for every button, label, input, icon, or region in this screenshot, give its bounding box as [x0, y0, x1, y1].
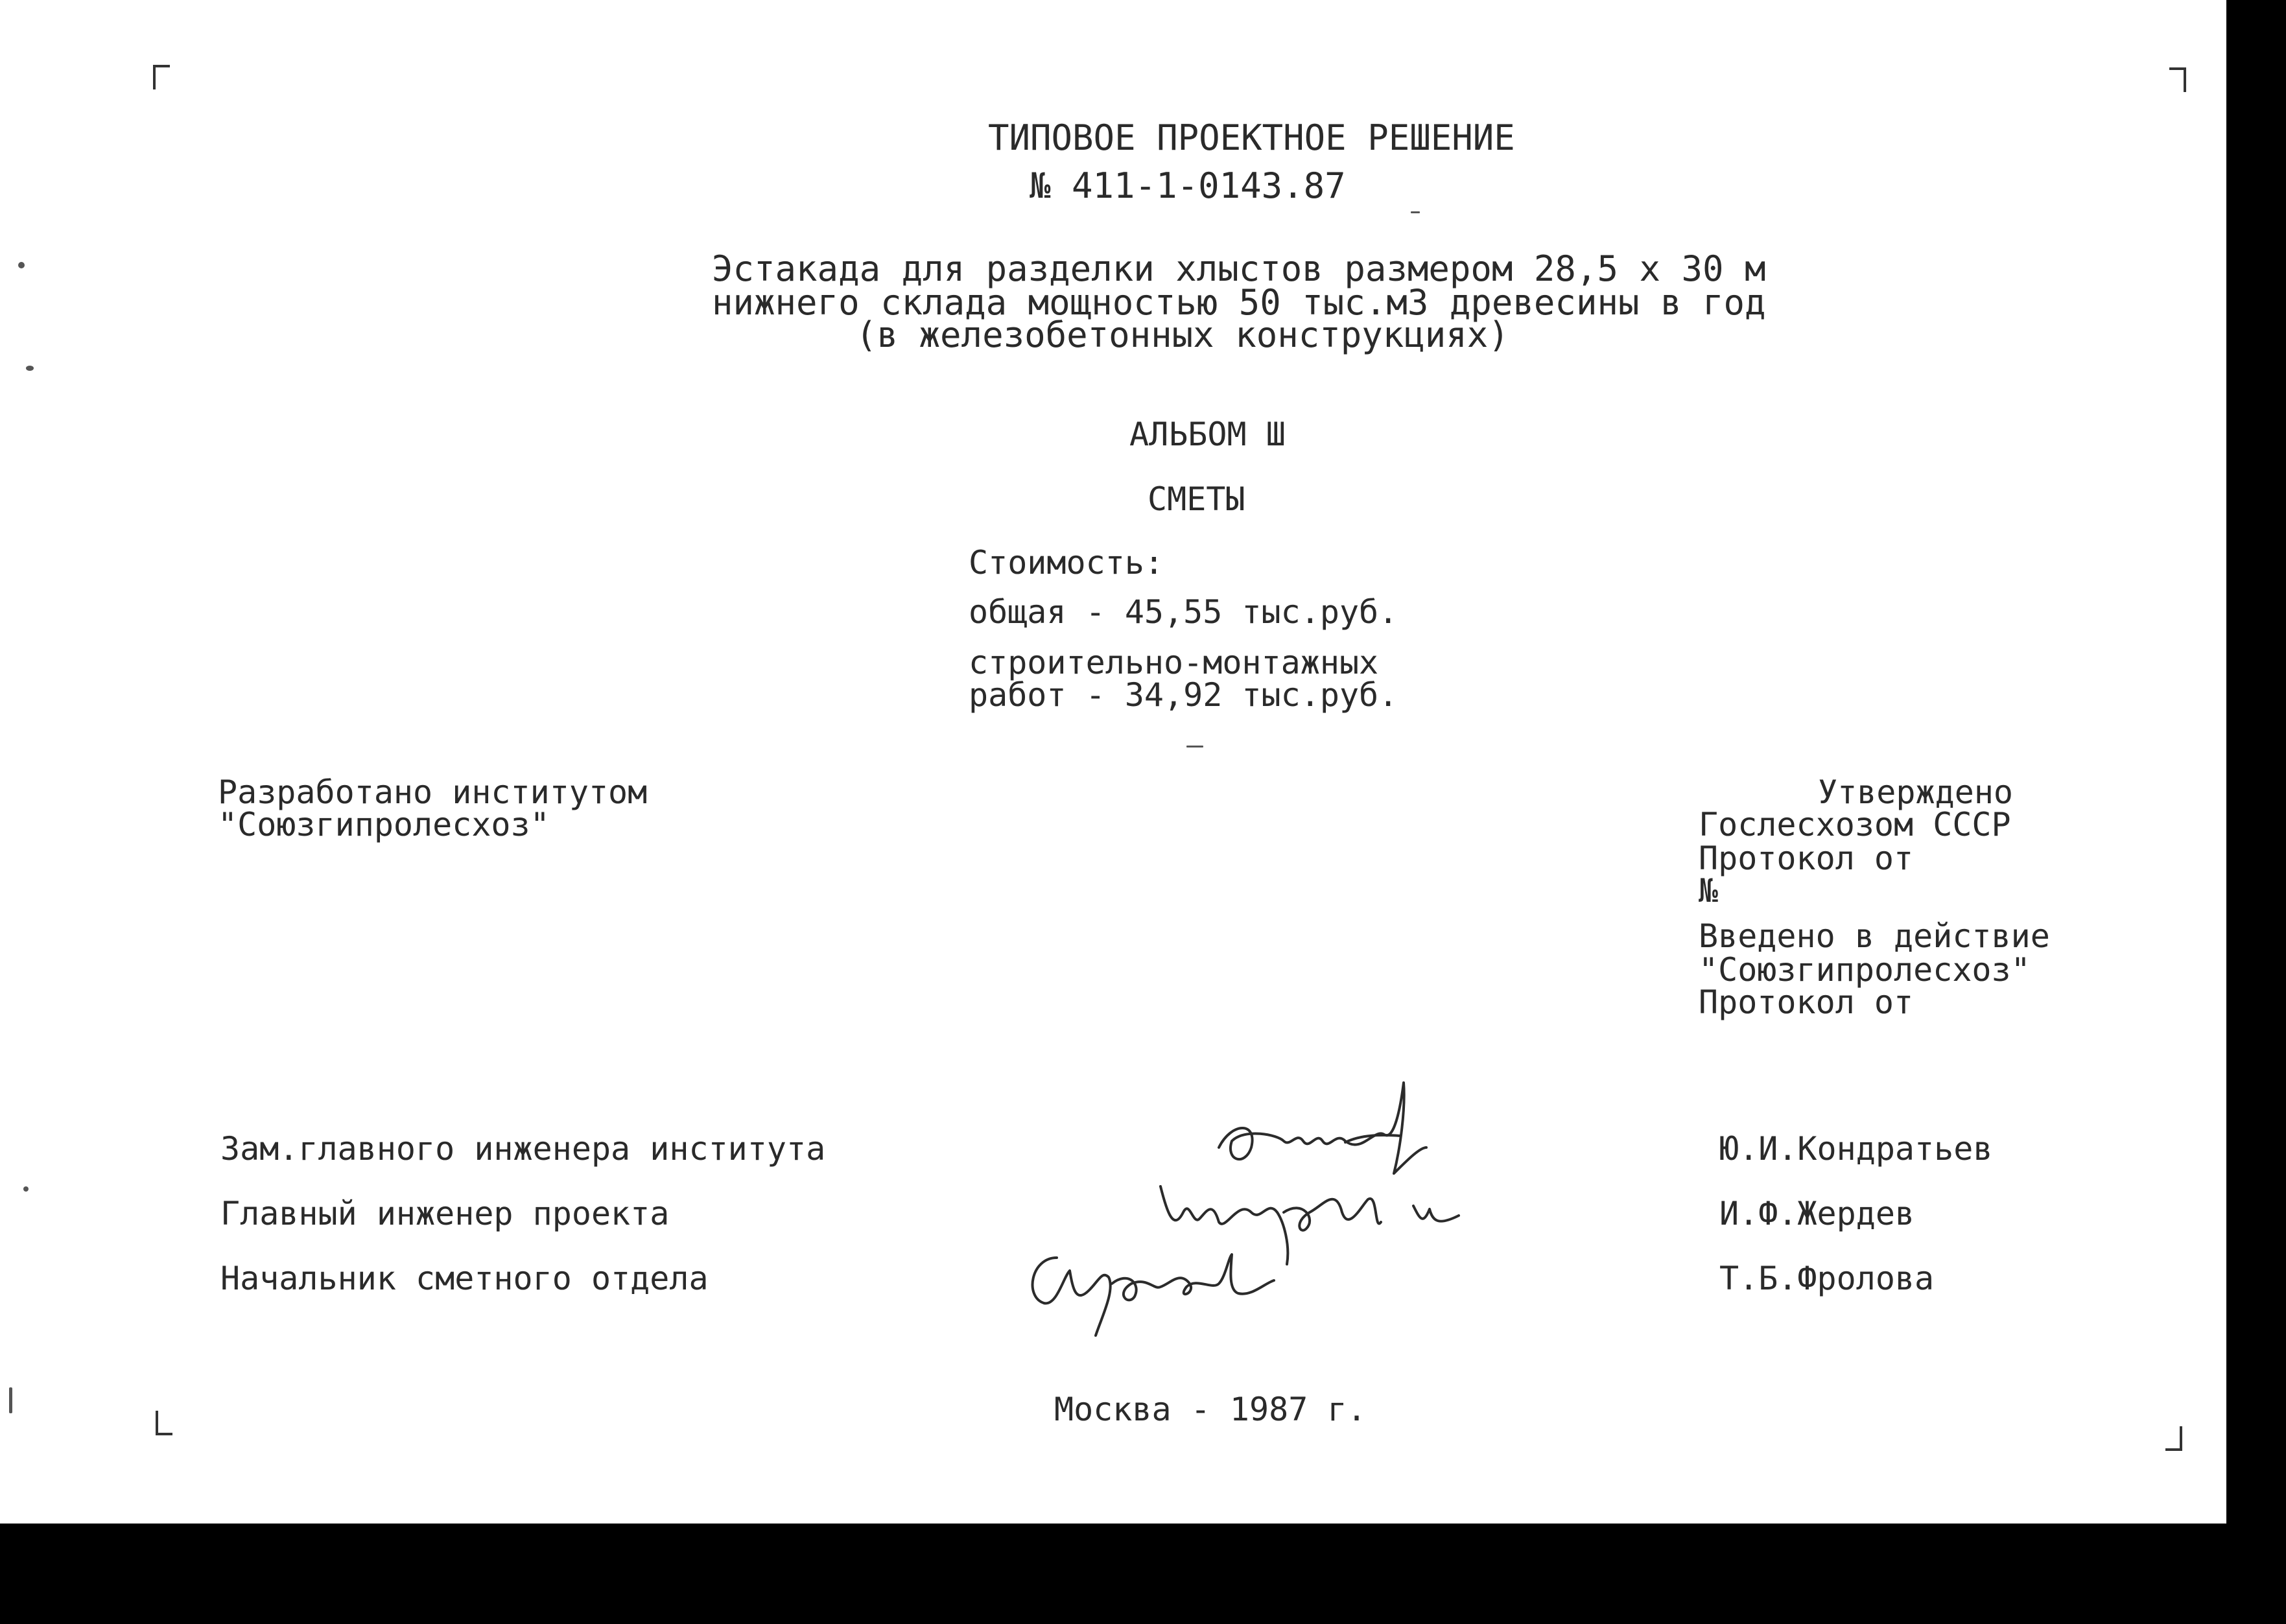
scan-speck: [26, 366, 34, 371]
signatory-position: Начальник сметного отдела: [220, 1260, 709, 1297]
corner-mark-bottom-left: [156, 1411, 172, 1435]
approved-line-3: Протокол от: [1699, 840, 1914, 877]
approved-line-4: №: [1699, 872, 1719, 910]
album-label: АЛЬБОМ Ш: [1129, 416, 1286, 453]
subject-line-3: (в железобетонных конструкциях): [856, 314, 1509, 355]
approved-line-5: Введено в действие: [1699, 917, 2050, 955]
scan-speck: [9, 1387, 12, 1413]
document-number: № 411-1-0143.87: [1030, 165, 1346, 206]
signatory-name: Т.Б.Фролова: [1719, 1260, 1935, 1297]
developed-by-line-2: "Союзгипролесхоз": [218, 806, 550, 843]
footer-city-year: Москва - 1987 г.: [1054, 1391, 1367, 1428]
approved-line-6: "Союзгипролесхоз": [1699, 951, 2031, 989]
signatory-name: И.Ф.Жердев: [1719, 1195, 1915, 1232]
corner-mark-top-left: [153, 65, 170, 89]
corner-mark-bottom-right: [2165, 1426, 2182, 1451]
scan-border-right: [2226, 0, 2286, 1624]
scan-border-bottom: [0, 1524, 2286, 1624]
scan-speck: [1411, 211, 1420, 213]
section-label: СМЕТЫ: [1148, 480, 1245, 518]
subject-line-2: нижнего склада мощностью 50 тыс.м3 древесины в год: [712, 282, 1766, 323]
cost-construction-line-1: строительно-монтажных: [969, 644, 1379, 681]
developed-by-line-1: Разработано институтом: [218, 773, 648, 811]
cost-construction-line-2: работ - 34,92 тыс.руб.: [969, 676, 1398, 714]
scan-speck: [18, 262, 25, 268]
approved-line-7: Протокол от: [1699, 983, 1914, 1021]
cost-label: Стоимость:: [969, 544, 1164, 582]
scan-speck: [23, 1186, 29, 1192]
document-title: ТИПОВОЕ ПРОЕКТНОЕ РЕШЕНИЕ: [988, 117, 1515, 158]
approved-line-2: Гослесхозом СССР: [1699, 806, 2011, 843]
signatory-position: Зам.главного инженера института: [220, 1130, 826, 1168]
scan-speck: [1186, 746, 1203, 747]
signatory-name: Ю.И.Кондратьев: [1719, 1130, 1993, 1168]
approved-line-1: Утверждено: [1818, 773, 2014, 811]
handwritten-signature-3: [1018, 1232, 1290, 1348]
cost-total: общая - 45,55 тыс.руб.: [969, 593, 1398, 631]
signatory-position: Главный инженер проекта: [220, 1195, 670, 1232]
corner-mark-top-right: [2169, 67, 2186, 92]
subject-line-1: Эстакада для разделки хлыстов размером 28,5 х 30 м: [712, 248, 1766, 289]
